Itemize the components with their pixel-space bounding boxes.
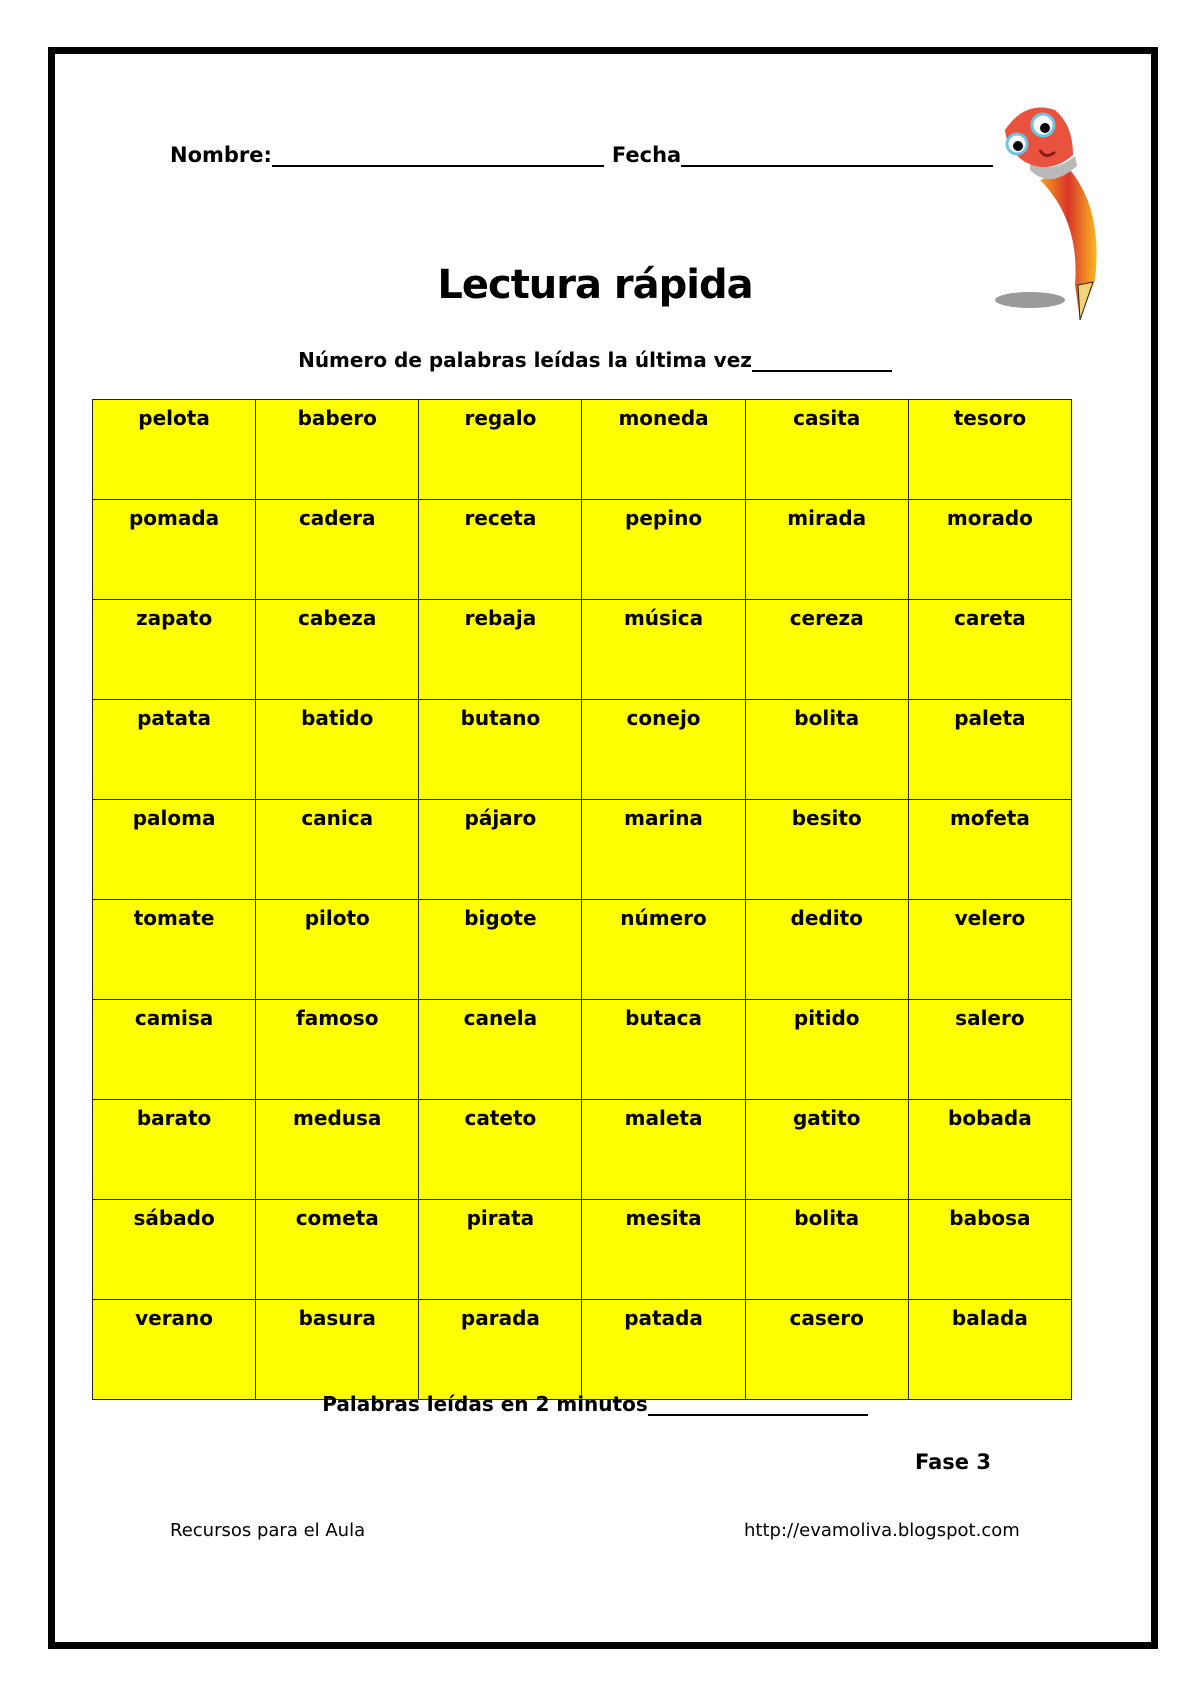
word-cell: marina	[582, 800, 745, 900]
word-cell: piloto	[256, 900, 419, 1000]
word-cell: número	[582, 900, 745, 1000]
word-cell: camisa	[93, 1000, 256, 1100]
word-cell: babosa	[908, 1200, 1071, 1300]
word-cell: famoso	[256, 1000, 419, 1100]
word-cell: batido	[256, 700, 419, 800]
word-cell: morado	[908, 500, 1071, 600]
word-cell: cadera	[256, 500, 419, 600]
word-cell: mesita	[582, 1200, 745, 1300]
date-label: Fecha	[611, 143, 682, 167]
page-title: Lectura rápida	[437, 262, 753, 308]
word-cell: cometa	[256, 1200, 419, 1300]
word-cell: maleta	[582, 1100, 745, 1200]
table-row	[93, 800, 1072, 900]
word-cell: careta	[908, 600, 1071, 700]
previous-count-field[interactable]	[752, 350, 892, 372]
table-row	[93, 500, 1072, 600]
word-cell: bigote	[419, 900, 582, 1000]
word-cell: sábado	[93, 1200, 256, 1300]
word-cell: patata	[93, 700, 256, 800]
table-row	[93, 1200, 1072, 1300]
table-row	[93, 1100, 1072, 1200]
word-cell: pepino	[582, 500, 745, 600]
word-cell: música	[582, 600, 745, 700]
word-cell: pomada	[93, 500, 256, 600]
word-cell: pelota	[93, 400, 256, 500]
word-cell: barato	[93, 1100, 256, 1200]
word-cell: pitido	[745, 1000, 908, 1100]
word-cell: paloma	[93, 800, 256, 900]
word-cell: bolita	[745, 1200, 908, 1300]
word-cell: butaca	[582, 1000, 745, 1100]
previous-count-label: Número de palabras leídas la última vez	[298, 348, 752, 372]
word-cell: butano	[419, 700, 582, 800]
word-cell: tesoro	[908, 400, 1071, 500]
word-cell: babero	[256, 400, 419, 500]
word-cell: casita	[745, 400, 908, 500]
word-cell: conejo	[582, 700, 745, 800]
word-cell: canela	[419, 1000, 582, 1100]
word-cell: tomate	[93, 900, 256, 1000]
word-cell: regalo	[419, 400, 582, 500]
word-grid	[92, 399, 1072, 1400]
word-cell: parada	[419, 1300, 582, 1400]
table-row	[93, 700, 1072, 800]
name-label: Nombre:	[170, 143, 272, 167]
word-cell: balada	[908, 1300, 1071, 1400]
word-cell: receta	[419, 500, 582, 600]
table-row	[93, 1000, 1072, 1100]
word-cell: velero	[908, 900, 1071, 1000]
table-row	[93, 1300, 1072, 1400]
credit-left: Recursos para el Aula	[170, 1520, 366, 1541]
table-row	[93, 900, 1072, 1000]
previous-count-line	[0, 348, 1190, 372]
table-row	[93, 400, 1072, 500]
word-cell: zapato	[93, 600, 256, 700]
minutes-count-line	[0, 1392, 1190, 1416]
minutes-count-field[interactable]	[648, 1394, 868, 1416]
word-cell: pájaro	[419, 800, 582, 900]
word-cell: patada	[582, 1300, 745, 1400]
word-cell: salero	[908, 1000, 1071, 1100]
word-cell: bolita	[745, 700, 908, 800]
word-cell: canica	[256, 800, 419, 900]
minutes-count-label: Palabras leídas en 2 minutos	[322, 1392, 648, 1416]
word-cell: cateto	[419, 1100, 582, 1200]
phase-label: Fase 3	[915, 1450, 991, 1474]
word-cell: pirata	[419, 1200, 582, 1300]
word-cell: moneda	[582, 400, 745, 500]
name-field[interactable]	[272, 145, 604, 167]
word-cell: basura	[256, 1300, 419, 1400]
table-row	[93, 600, 1072, 700]
word-cell: gatito	[745, 1100, 908, 1200]
word-cell: paleta	[908, 700, 1071, 800]
blog-link[interactable]: http://evamoliva.blogspot.com	[744, 1520, 1020, 1541]
word-cell: bobada	[908, 1100, 1071, 1200]
word-cell: mirada	[745, 500, 908, 600]
word-cell: verano	[93, 1300, 256, 1400]
word-cell: medusa	[256, 1100, 419, 1200]
word-cell: cabeza	[256, 600, 419, 700]
word-cell: besito	[745, 800, 908, 900]
word-cell: mofeta	[908, 800, 1071, 900]
word-cell: cereza	[745, 600, 908, 700]
word-cell: rebaja	[419, 600, 582, 700]
word-cell: dedito	[745, 900, 908, 1000]
word-cell: casero	[745, 1300, 908, 1400]
name-date-line	[170, 143, 1001, 167]
date-field[interactable]	[681, 145, 993, 167]
